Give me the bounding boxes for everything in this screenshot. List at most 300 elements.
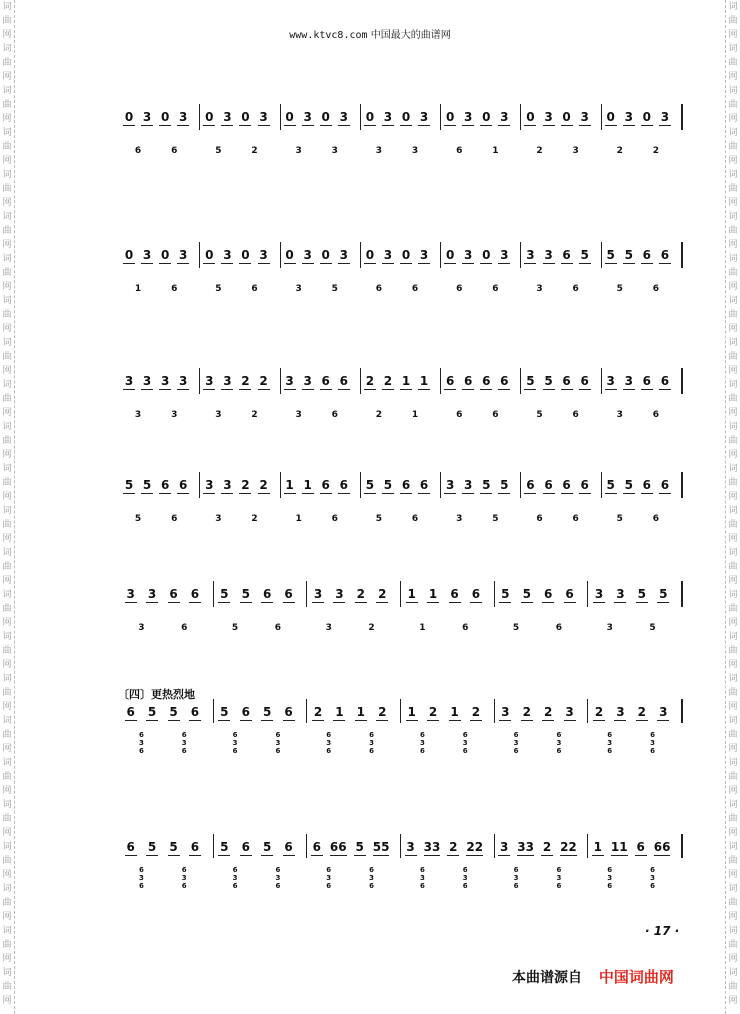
measure <box>281 478 353 494</box>
note: 3 <box>565 705 574 719</box>
note: 6 <box>321 478 330 492</box>
watermark-char: 网 <box>728 954 738 964</box>
note: 3 <box>544 248 553 262</box>
chord-stack: 6 3 6 <box>138 866 144 890</box>
watermark-char: 网 <box>2 30 12 40</box>
watermark-char: 词 <box>728 254 738 264</box>
bass-note: 5 <box>616 514 623 524</box>
chord-stack: 6 3 6 <box>232 866 238 890</box>
chord-stack: 6 3 6 <box>181 731 187 755</box>
bass-note: 5 <box>492 514 499 524</box>
watermark-char: 词 <box>2 422 12 432</box>
watermark-char: 网 <box>2 660 12 670</box>
measure <box>120 110 192 126</box>
note: 5 <box>241 587 250 601</box>
accompaniment <box>361 514 433 524</box>
accompaniment <box>602 284 674 294</box>
measure <box>214 840 300 856</box>
watermark-char: 网 <box>2 870 12 880</box>
accompaniment <box>361 146 433 156</box>
accompaniment <box>307 866 393 890</box>
bass-note: 3 <box>325 623 332 633</box>
accompaniment <box>361 410 433 420</box>
accompaniment <box>120 731 206 755</box>
note: 3 <box>339 110 348 124</box>
watermark-char: 网 <box>728 618 738 628</box>
measure <box>602 478 674 494</box>
note: 0 <box>642 110 652 124</box>
note: 5 <box>220 705 229 719</box>
measure <box>281 110 353 126</box>
measure <box>200 248 272 264</box>
note: 3 <box>223 110 232 124</box>
note: 6 <box>160 478 170 492</box>
note: 3 <box>419 248 429 262</box>
accompaniment <box>200 284 272 294</box>
watermark-char: 词 <box>728 2 738 12</box>
watermark-char: 词 <box>728 380 738 390</box>
watermark-char: 网 <box>2 156 12 166</box>
note: 6 <box>445 374 455 388</box>
watermark-char: 曲 <box>728 184 738 194</box>
note: 3 <box>303 248 312 262</box>
note: 2 <box>313 705 323 719</box>
chord-stack: 6 3 6 <box>419 731 425 755</box>
note: 5 <box>624 478 633 492</box>
watermark-char: 词 <box>2 254 12 264</box>
chord-stack: 6 3 6 <box>556 731 562 755</box>
page-number: · 17 · <box>645 924 680 938</box>
note: 6 <box>284 840 293 854</box>
left-watermark-strip <box>0 0 15 1014</box>
measure <box>120 705 206 721</box>
footer <box>512 966 674 987</box>
bass-note: 1 <box>411 410 419 420</box>
bass-note: 5 <box>512 623 520 633</box>
note: 3 <box>223 248 232 262</box>
chord-stack: 6 3 6 <box>650 866 655 890</box>
note: 3 <box>126 587 135 601</box>
note: 6 <box>565 587 574 601</box>
note: 6 <box>321 374 330 388</box>
watermark-char: 曲 <box>2 436 12 446</box>
bass-note: 3 <box>215 410 222 420</box>
watermark-char: 词 <box>2 44 12 54</box>
bass-note: 6 <box>572 410 579 420</box>
watermark-char: 词 <box>728 506 738 516</box>
measure <box>361 478 433 494</box>
note: 6 <box>464 374 473 388</box>
note: 5 <box>580 248 589 262</box>
note: 2 <box>428 705 438 719</box>
barline <box>681 699 683 723</box>
note: 5 <box>355 840 364 854</box>
measure <box>307 840 393 856</box>
note: 1 <box>303 478 312 492</box>
accompaniment <box>495 866 581 890</box>
measure <box>521 478 593 494</box>
measure <box>521 110 593 126</box>
watermark-char: 网 <box>728 72 738 82</box>
note: 6 <box>284 587 293 601</box>
watermark-char: 网 <box>2 744 12 754</box>
note: 3 <box>124 374 134 388</box>
watermark-char: 网 <box>2 618 12 628</box>
accompaniment <box>602 146 674 156</box>
watermark-char: 网 <box>728 702 738 712</box>
watermark-char: 词 <box>2 800 12 810</box>
watermark-char: 曲 <box>2 16 12 26</box>
note: 6 <box>660 248 670 262</box>
accompaniment <box>214 866 300 890</box>
bass-note: 3 <box>295 284 302 294</box>
note: 1 <box>401 374 411 388</box>
chord-stack: 6 3 6 <box>369 731 374 755</box>
watermark-char: 网 <box>2 282 12 292</box>
note: 5 <box>169 705 178 719</box>
note: 6 <box>562 478 571 492</box>
note: 6 <box>339 374 348 388</box>
note: 2 <box>471 705 481 719</box>
bass-note: 5 <box>331 284 338 294</box>
note: 22 <box>466 840 484 854</box>
bass-note: 3 <box>331 146 338 156</box>
note: 0 <box>285 110 294 124</box>
note: 0 <box>160 110 170 124</box>
note: 6 <box>190 705 200 719</box>
note: 0 <box>160 248 170 262</box>
note: 5 <box>262 840 272 854</box>
note: 5 <box>526 374 535 388</box>
note: 6 <box>471 587 481 601</box>
measure <box>120 248 192 264</box>
bass-note: 6 <box>492 284 499 294</box>
watermark-char: 词 <box>728 800 738 810</box>
watermark-char: 词 <box>2 884 12 894</box>
accompaniment <box>588 866 674 890</box>
note: 0 <box>445 248 455 262</box>
note: 1 <box>407 705 416 719</box>
bass-note: 6 <box>555 623 563 633</box>
note: 3 <box>223 374 232 388</box>
note: 6 <box>241 705 250 719</box>
watermark-char: 词 <box>728 548 738 558</box>
note: 0 <box>205 110 214 124</box>
note: 3 <box>285 374 294 388</box>
measure <box>401 587 487 603</box>
bass-note: 6 <box>572 284 579 294</box>
watermark-char: 曲 <box>2 520 12 530</box>
measure <box>361 110 433 126</box>
watermark-char: 网 <box>2 996 12 1006</box>
note: 2 <box>241 478 250 492</box>
watermark-char: 曲 <box>728 142 738 152</box>
watermark-char: 网 <box>2 702 12 712</box>
watermark-char: 词 <box>728 464 738 474</box>
note: 3 <box>616 705 625 719</box>
watermark-char: 网 <box>728 576 738 586</box>
bass-note: 6 <box>652 514 660 524</box>
note: 3 <box>205 374 214 388</box>
measure <box>361 248 433 264</box>
watermark-char: 曲 <box>728 982 738 992</box>
note: 5 <box>624 248 633 262</box>
note: 6 <box>636 840 645 854</box>
measure <box>120 840 206 856</box>
note: 2 <box>378 587 387 601</box>
note: 55 <box>372 840 390 854</box>
note: 6 <box>660 478 670 492</box>
watermark-char: 词 <box>728 590 738 600</box>
note: 5 <box>522 587 531 601</box>
note: 5 <box>659 587 668 601</box>
bass-note: 6 <box>251 284 258 294</box>
measure <box>200 374 272 390</box>
watermark-char: 曲 <box>2 562 12 572</box>
watermark-char: 词 <box>2 464 12 474</box>
note: 2 <box>378 705 387 719</box>
note: 2 <box>356 587 366 601</box>
note: 0 <box>401 110 411 124</box>
note: 6 <box>482 374 491 388</box>
note: 0 <box>401 248 411 262</box>
watermark-char: 曲 <box>728 16 738 26</box>
measure <box>441 478 513 494</box>
watermark-char: 网 <box>728 366 738 376</box>
note: 1 <box>285 478 294 492</box>
bass-note: 6 <box>375 284 383 294</box>
bass-note: 3 <box>134 410 142 420</box>
watermark-char: 词 <box>728 422 738 432</box>
note: 0 <box>124 248 134 262</box>
bass-note: 3 <box>295 410 302 420</box>
note: 5 <box>169 840 178 854</box>
chord-stack: 6 3 6 <box>181 866 187 890</box>
note: 5 <box>142 478 152 492</box>
measure <box>214 705 300 721</box>
page-header <box>0 26 740 41</box>
note: 3 <box>303 374 312 388</box>
note: 5 <box>544 374 553 388</box>
watermark-char: 网 <box>2 450 12 460</box>
bass-note: 6 <box>411 284 419 294</box>
bass-note: 2 <box>368 623 375 633</box>
bass-note: 5 <box>231 623 239 633</box>
bass-note: 6 <box>411 514 419 524</box>
watermark-char: 网 <box>2 72 12 82</box>
note: 3 <box>464 478 473 492</box>
note: 33 <box>517 840 534 854</box>
note: 6 <box>642 478 652 492</box>
note: 0 <box>241 110 250 124</box>
note: 3 <box>313 587 323 601</box>
note: 0 <box>562 110 571 124</box>
note: 5 <box>606 248 615 262</box>
chord-stack: 6 3 6 <box>513 731 519 755</box>
accompaniment <box>401 866 487 890</box>
accompaniment <box>120 410 192 420</box>
note: 5 <box>500 478 509 492</box>
note: 0 <box>321 248 330 262</box>
accompaniment <box>602 514 674 524</box>
measure <box>307 587 393 603</box>
note: 2 <box>259 374 268 388</box>
watermark-char: 网 <box>728 198 738 208</box>
note: 3 <box>659 705 668 719</box>
bass-note: 6 <box>171 284 178 294</box>
chord-stack: 6 3 6 <box>275 866 281 890</box>
watermark-char: 曲 <box>728 226 738 236</box>
watermark-char: 曲 <box>2 898 12 908</box>
watermark-char: 词 <box>728 716 738 726</box>
bass-note: 6 <box>652 284 660 294</box>
note: 3 <box>624 374 633 388</box>
watermark-char: 曲 <box>728 310 738 320</box>
watermark-char: 曲 <box>2 688 12 698</box>
watermark-char: 词 <box>728 674 738 684</box>
watermark-char: 曲 <box>728 814 738 824</box>
footer-site-name: 中国词曲网 <box>598 968 674 986</box>
chord-stack: 6 3 6 <box>326 866 332 890</box>
watermark-char: 网 <box>2 198 12 208</box>
measure <box>200 110 272 126</box>
measure <box>588 705 674 721</box>
measure <box>214 587 300 603</box>
measure <box>361 374 433 390</box>
note: 5 <box>147 840 157 854</box>
bass-note: 3 <box>616 410 623 420</box>
accompaniment <box>120 146 192 156</box>
note: 5 <box>383 478 393 492</box>
bass-note: 3 <box>606 623 613 633</box>
note: 1 <box>593 840 603 854</box>
chord-stack: 6 3 6 <box>138 731 144 755</box>
bass-note: 2 <box>251 146 258 156</box>
note: 3 <box>160 374 170 388</box>
watermark-char: 网 <box>2 114 12 124</box>
header-url: www.ktvc8.com <box>289 30 368 41</box>
bass-note: 3 <box>411 146 419 156</box>
bass-note: 5 <box>649 623 656 633</box>
note: 1 <box>428 587 438 601</box>
note: 3 <box>464 110 473 124</box>
bass-note: 2 <box>251 410 258 420</box>
watermark-char: 词 <box>2 506 12 516</box>
note: 6 <box>241 840 250 854</box>
watermark-char: 曲 <box>2 856 12 866</box>
measure <box>602 374 674 390</box>
bass-note: 6 <box>171 146 178 156</box>
note: 0 <box>285 248 294 262</box>
watermark-char: 词 <box>728 842 738 852</box>
barline <box>681 472 683 498</box>
bass-note: 5 <box>375 514 383 524</box>
note: 1 <box>356 705 366 719</box>
note: 1 <box>450 705 459 719</box>
watermark-char: 词 <box>728 884 738 894</box>
chord-stack: 6 3 6 <box>462 866 468 890</box>
measure <box>200 478 272 494</box>
watermark-char: 词 <box>2 212 12 222</box>
bass-note: 6 <box>274 623 282 633</box>
note: 6 <box>169 587 178 601</box>
watermark-char: 词 <box>2 2 12 12</box>
bass-note: 6 <box>331 514 338 524</box>
note: 3 <box>383 248 393 262</box>
bass-note: 6 <box>331 410 338 420</box>
measure <box>602 110 674 126</box>
bass-note: 6 <box>134 146 142 156</box>
watermark-char: 词 <box>2 128 12 138</box>
note: 66 <box>653 840 671 854</box>
watermark-char: 曲 <box>728 520 738 530</box>
watermark-char: 词 <box>728 926 738 936</box>
accompaniment <box>521 284 593 294</box>
measure <box>307 705 393 721</box>
note: 2 <box>241 374 250 388</box>
barline <box>681 104 683 130</box>
note: 3 <box>624 110 633 124</box>
accompaniment <box>200 514 272 524</box>
note: 5 <box>262 705 272 719</box>
measure <box>441 248 513 264</box>
note: 3 <box>303 110 312 124</box>
watermark-char: 词 <box>2 590 12 600</box>
bass-note: 5 <box>616 284 623 294</box>
accompaniment <box>441 514 513 524</box>
note: 0 <box>241 248 250 262</box>
note: 6 <box>126 705 135 719</box>
note: 6 <box>262 587 272 601</box>
note: 3 <box>383 110 393 124</box>
chord-stack: 6 3 6 <box>607 731 613 755</box>
watermark-char: 网 <box>2 408 12 418</box>
note: 6 <box>401 478 411 492</box>
accompaniment <box>495 623 581 633</box>
note: 0 <box>321 110 330 124</box>
accompaniment <box>307 731 393 755</box>
note: 3 <box>500 110 509 124</box>
measure <box>441 374 513 390</box>
note: 0 <box>526 110 535 124</box>
watermark-char: 曲 <box>2 100 12 110</box>
watermark-char: 词 <box>2 926 12 936</box>
bass-note: 5 <box>215 146 222 156</box>
measure <box>401 705 487 721</box>
note: 3 <box>606 374 615 388</box>
bass-note: 3 <box>138 623 145 633</box>
note: 6 <box>500 374 509 388</box>
note: 33 <box>423 840 441 854</box>
chord-stack: 6 3 6 <box>650 731 655 755</box>
watermark-char: 网 <box>2 954 12 964</box>
note: 6 <box>419 478 429 492</box>
watermark-char: 曲 <box>2 814 12 824</box>
watermark-char: 网 <box>2 828 12 838</box>
note: 0 <box>124 110 134 124</box>
bass-note: 2 <box>616 146 623 156</box>
accompaniment <box>441 284 513 294</box>
measure <box>588 840 674 856</box>
note: 6 <box>580 374 589 388</box>
note: 6 <box>526 478 535 492</box>
bass-note: 6 <box>572 514 579 524</box>
accompaniment <box>281 410 353 420</box>
note: 3 <box>445 478 455 492</box>
note: 3 <box>179 248 188 262</box>
watermark-char: 曲 <box>2 646 12 656</box>
bass-note: 6 <box>462 623 469 633</box>
